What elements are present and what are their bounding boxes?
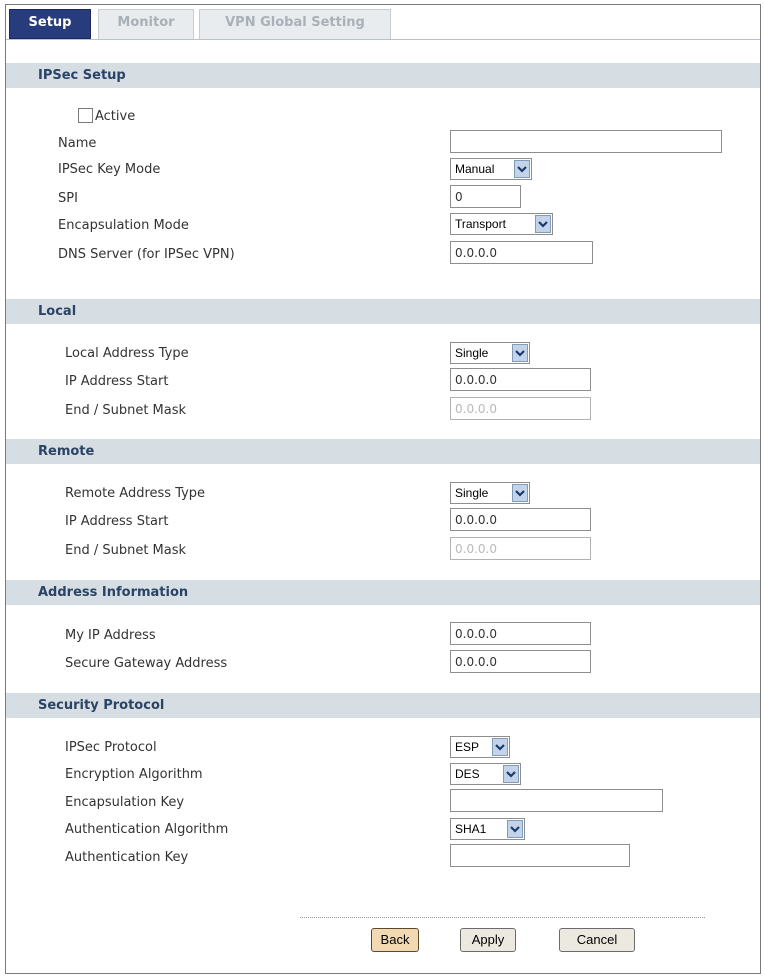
local-ip-start-label: IP Address Start	[65, 374, 169, 389]
local-end-subnet-label: End / Subnet Mask	[65, 403, 187, 418]
authentication-algorithm-label: Authentication Algorithm	[65, 822, 229, 837]
tab-bar	[6, 5, 760, 40]
tab-vpn-global-setting[interactable]: VPN Global Setting	[199, 9, 391, 39]
dns-server-field[interactable]	[450, 241, 593, 264]
cancel-button[interactable]: Cancel	[559, 928, 635, 952]
encapsulation-key-label: Encapsulation Key	[65, 795, 185, 810]
authentication-key-field[interactable]	[450, 844, 630, 867]
back-button[interactable]: Back	[371, 928, 419, 952]
encapsulation-mode-value: Transport	[455, 217, 506, 231]
name-field[interactable]	[450, 130, 722, 153]
secure-gateway-label: Secure Gateway Address	[65, 656, 228, 671]
remote-address-type-select[interactable]	[450, 482, 530, 504]
ipsec-protocol-label: IPSec Protocol	[65, 740, 157, 755]
encapsulation-key-field[interactable]	[450, 789, 663, 812]
local-address-type-label: Local Address Type	[65, 346, 189, 361]
chevron-down-icon	[535, 215, 551, 233]
tab-monitor[interactable]: Monitor	[98, 9, 194, 39]
chevron-down-icon	[514, 160, 530, 178]
dns-server-label: DNS Server (for IPSec VPN)	[58, 247, 235, 262]
section-ipsec-setup: IPSec Setup	[6, 63, 760, 88]
secure-gateway-field[interactable]	[450, 650, 591, 673]
chevron-down-icon	[503, 765, 519, 783]
spi-label: SPI	[58, 191, 78, 206]
authentication-key-label: Authentication Key	[65, 850, 189, 865]
my-ip-address-field[interactable]	[450, 622, 591, 645]
encapsulation-mode-select[interactable]	[450, 213, 553, 235]
encryption-algorithm-value: DES	[455, 767, 480, 781]
authentication-algorithm-value: SHA1	[455, 822, 487, 836]
ipsec-protocol-select[interactable]	[450, 736, 510, 758]
remote-address-type-value: Single	[455, 486, 489, 500]
remote-end-subnet-field[interactable]	[450, 537, 591, 560]
remote-address-type-label: Remote Address Type	[65, 486, 206, 501]
active-checkbox[interactable]	[78, 108, 93, 123]
apply-button[interactable]: Apply	[460, 928, 516, 952]
active-label: Active	[95, 109, 136, 124]
ipsec-key-mode-value: Manual	[455, 162, 495, 176]
chevron-down-icon	[507, 820, 523, 838]
section-remote: Remote	[6, 439, 760, 464]
section-address-information: Address Information	[6, 580, 760, 605]
local-end-subnet-field[interactable]	[450, 397, 591, 420]
authentication-algorithm-select[interactable]	[450, 818, 525, 840]
footer-divider	[300, 917, 705, 918]
ipsec-key-mode-select[interactable]	[450, 158, 532, 180]
encapsulation-mode-label: Encapsulation Mode	[58, 218, 189, 233]
ipsec-protocol-value: ESP	[455, 740, 480, 754]
local-address-type-select[interactable]	[450, 342, 530, 364]
remote-end-subnet-label: End / Subnet Mask	[65, 543, 187, 558]
spi-field[interactable]	[450, 185, 521, 208]
chevron-down-icon	[512, 344, 528, 362]
remote-ip-start-field[interactable]	[450, 508, 591, 531]
section-security-protocol: Security Protocol	[6, 693, 760, 718]
chevron-down-icon	[512, 484, 528, 502]
my-ip-address-label: My IP Address	[65, 628, 156, 643]
encryption-algorithm-label: Encryption Algorithm	[65, 767, 203, 782]
encryption-algorithm-select[interactable]	[450, 763, 521, 785]
ipsec-key-mode-label: IPSec Key Mode	[58, 162, 161, 177]
tab-setup[interactable]: Setup	[9, 9, 91, 39]
remote-ip-start-label: IP Address Start	[65, 514, 169, 529]
local-address-type-value: Single	[455, 346, 489, 360]
vpn-config-panel	[5, 4, 761, 974]
section-local: Local	[6, 299, 760, 324]
local-ip-start-field[interactable]	[450, 368, 591, 391]
name-label: Name	[58, 136, 97, 151]
chevron-down-icon	[492, 738, 508, 756]
